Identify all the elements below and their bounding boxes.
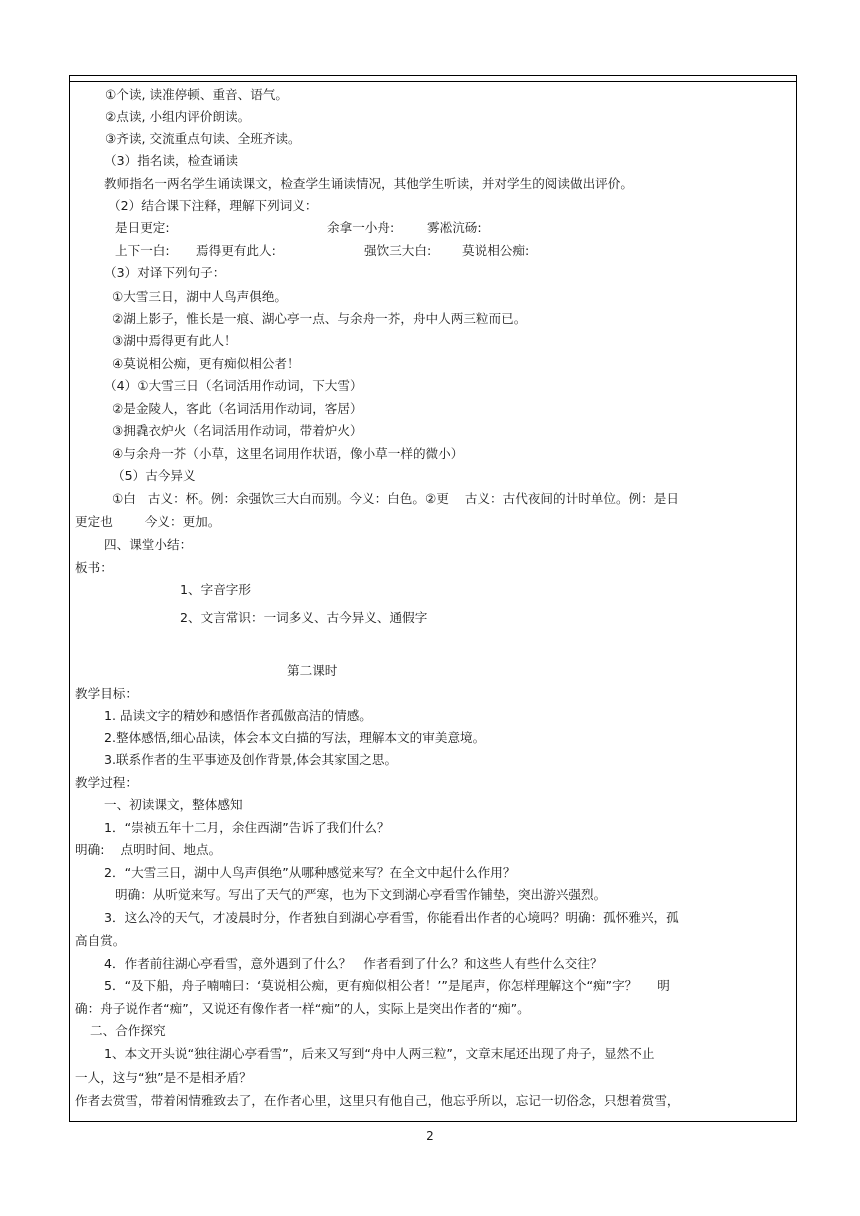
text-line: 高自赏。 <box>75 933 126 948</box>
text-line: 作者去赏雪，带着闲情雅致去了，在作者心里，这里只有他自己，他忘乎所以，忘记一切俗念，只想着赏雪， <box>75 1093 680 1108</box>
text-line: 教学目标： <box>75 686 138 701</box>
text-line: ②湖上影子，惟长是一痕、湖心亭一点、与余舟一芥，舟中人两三粒而已。 <box>112 311 527 326</box>
text-line: 1. 品读文字的精妙和感悟作者孤傲高洁的情感。 <box>104 708 372 723</box>
text-line: （3）对译下列句子： <box>104 265 226 280</box>
vocab-item: 余拿一小舟: <box>327 220 395 235</box>
vocab-item: 强饮三大白: <box>364 243 432 258</box>
section-heading: 二、合作探究 <box>90 1023 166 1038</box>
table-top-rule <box>70 81 796 82</box>
text-line: 明确：从听觉来写。写出了天气的严寒，也为下文到湖心亭看雪作铺垫，突出游兴强烈。 <box>115 887 607 902</box>
board-item: 1、字音字形 <box>180 582 251 597</box>
vocab-item: 雾凇沆砀: <box>427 220 482 235</box>
text-line: ②点读, 小组内评价朗读。 <box>105 109 251 124</box>
text-line: （2）结合课下注释，理解下列词义： <box>108 198 318 213</box>
text-line: （5）古今异义 <box>112 468 196 483</box>
text-line: 一人，这与“独”是不是相矛盾？ <box>75 1070 252 1085</box>
text-line: 更定也 今义：更加。 <box>75 514 221 529</box>
text-line: 5．“及下船，舟子喃喃曰：‘莫说相公痴，更有痴似相公者！’”是尾声，你怎样理解这个“痴”字？ 明 <box>104 978 670 993</box>
text-line: 1．“崇祯五年十二月，余住西湖”告诉了我们什么？ <box>104 820 390 835</box>
text-line: ②是金陵人，客此（名词活用作动词，客居） <box>112 401 363 416</box>
page-number: 2 <box>426 1129 434 1143</box>
text-line: 确：舟子说作者“痴”，又说还有像作者一样“痴”的人，实际上是突出作者的“痴”。 <box>75 1001 530 1016</box>
section-heading: 一、初读课文，整体感知 <box>104 797 243 812</box>
text-line: ④与余舟一芥（小草，这里名词用作状语，像小草一样的微小） <box>112 446 464 461</box>
text-line: 1、本文开头说“独往湖心亭看雪”，后来又写到“舟中人两三粒”，文章末尾还出现了舟子，显然不止 <box>104 1046 655 1061</box>
text-line: ③齐读, 交流重点句读、全班齐读。 <box>105 131 301 146</box>
section-heading: 四、课堂小结： <box>104 537 193 552</box>
text-line: ④莫说相公痴，更有痴似相公者！ <box>112 356 300 371</box>
text-line: 板书： <box>75 560 113 575</box>
text-line: 教学过程： <box>75 775 138 790</box>
vocab-item: 焉得更有此人: <box>196 243 276 258</box>
text-line: 4．作者前往湖心亭看雪，意外遇到了什么？ 作者看到了什么？和这些人有些什么交往？ <box>104 956 603 971</box>
text-line: ①大雪三日，湖中人鸟声俱绝。 <box>112 289 288 304</box>
text-line: ③湖中焉得更有此人！ <box>112 333 237 348</box>
text-line: ①白 古义：杯。例：余强饮三大白而别。今义：白色。②更 古义：古代夜间的计时单位。例：是日 <box>112 491 679 506</box>
lesson-title: 第二课时 <box>287 663 338 678</box>
vocab-item: 是日更定: <box>115 220 170 235</box>
text-line: （4）①大雪三日（名词活用作动词，下大雪） <box>104 378 363 393</box>
board-item: 2、文言常识：一词多义、古今异义、通假字 <box>180 610 428 625</box>
text-line: 明确: 点明时间、地点。 <box>75 842 222 857</box>
text-line: 3.联系作者的生平事迹及创作背景,体会其家国之思。 <box>104 752 398 767</box>
text-line: 2.整体感悟,细心品读，体会本文白描的写法，理解本文的审美意境。 <box>104 730 486 745</box>
text-line: （3）指名读，检查诵读 <box>104 153 238 168</box>
vocab-item: 上下一白: <box>115 243 170 258</box>
text-line: ①个读, 读准停顿、重音、语气。 <box>105 87 289 102</box>
text-line: 3．这么冷的天气，才凌晨时分，作者独自到湖心亭看雪，你能看出作者的心境吗？明确：孤怀雅兴，孤 <box>104 910 679 925</box>
text-line: 教师指名一两名学生诵读课文，检查学生诵读情况，其他学生听读，并对学生的阅读做出评价。 <box>104 176 633 191</box>
text-line: ③拥毳衣炉火（名词活用作动词，带着炉火） <box>112 423 363 438</box>
vocab-item: 莫说相公痴: <box>462 243 530 258</box>
text-line: 2．“大雪三日，湖中人鸟声俱绝”从哪种感觉来写？在全文中起什么作用？ <box>104 865 516 880</box>
